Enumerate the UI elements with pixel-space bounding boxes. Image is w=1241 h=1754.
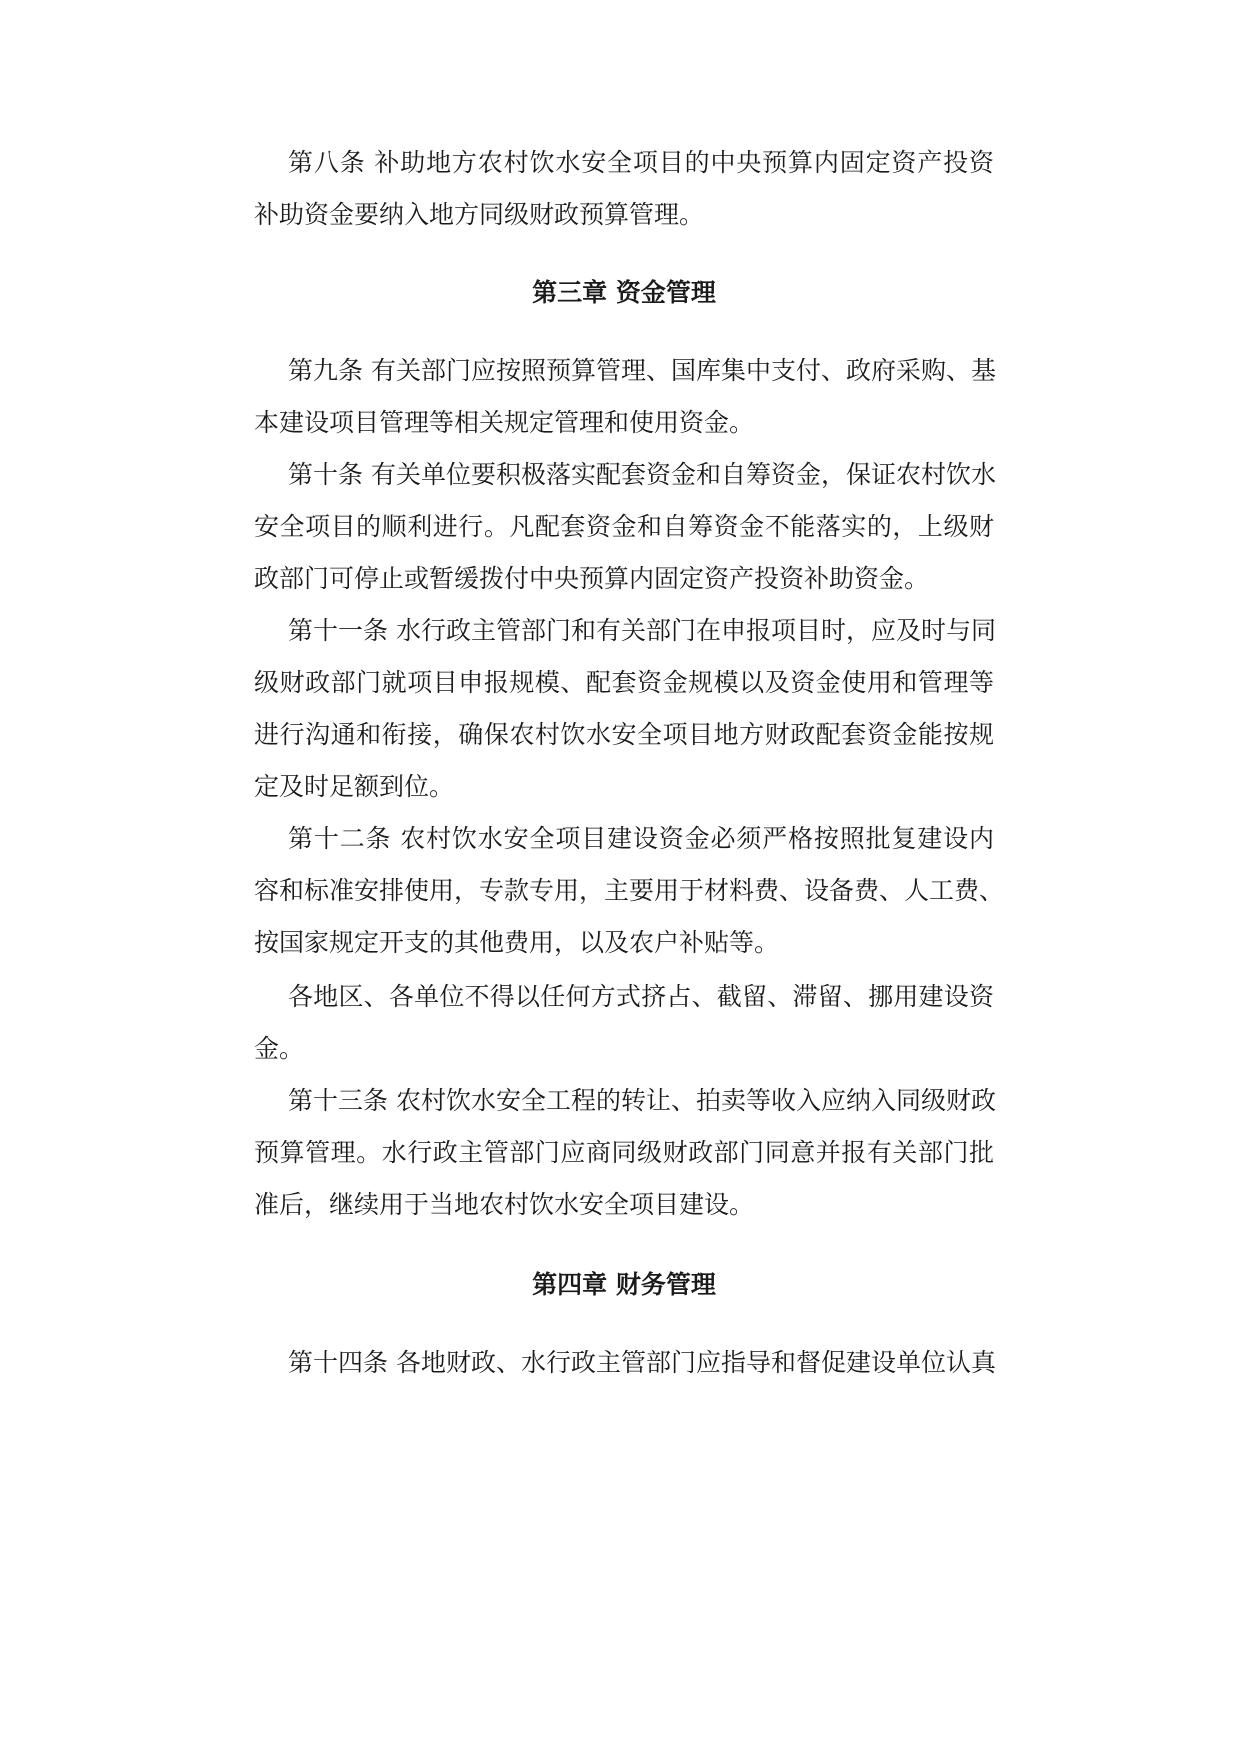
paragraph-line: 安全项目的顺利进行。凡配套资金和自筹资金不能落实的，上级财 — [254, 512, 994, 541]
paragraph-line: 定及时足额到位。 — [254, 772, 455, 801]
paragraph-line: 第十条 有关单位要积极落实配套资金和自筹资金，保证农村饮水 — [288, 460, 996, 489]
paragraph-line: 第十四条 各地财政、水行政主管部门应指导和督促建设单位认真 — [288, 1348, 996, 1377]
paragraph-line: 第十一条 水行政主管部门和有关部门在申报项目时，应及时与同 — [288, 616, 996, 645]
paragraph-line: 第十三条 农村饮水安全工程的转让、拍卖等收入应纳入同级财政 — [288, 1086, 996, 1115]
paragraph-line: 按国家规定开支的其他费用，以及农户补贴等。 — [254, 928, 780, 957]
paragraph-line: 进行沟通和衔接，确保农村饮水安全项目地方财政配套资金能按规 — [254, 720, 994, 749]
paragraph-line: 金。 — [254, 1034, 305, 1063]
paragraph-line: 第九条 有关部门应按照预算管理、国库集中支付、政府采购、基 — [288, 356, 996, 385]
paragraph-line: 第八条 补助地方农村饮水安全项目的中央预算内固定资产投资 — [288, 148, 994, 177]
paragraph-line: 各地区、各单位不得以任何方式挤占、截留、滞留、挪用建设资 — [288, 982, 994, 1011]
paragraph-line: 本建设项目管理等相关规定管理和使用资金。 — [254, 408, 755, 437]
paragraph-line: 补助资金要纳入地方同级财政预算管理。 — [254, 200, 705, 229]
chapter-heading: 第四章 财务管理 — [532, 1270, 716, 1299]
paragraph-line: 预算管理。水行政主管部门应商同级财政部门同意并报有关部门批 — [254, 1138, 994, 1167]
paragraph-line: 第十二条 农村饮水安全项目建设资金必须严格按照批复建设内 — [288, 824, 994, 853]
paragraph-line: 级财政部门就项目申报规模、配套资金规模以及资金使用和管理等 — [254, 668, 994, 697]
paragraph-line: 政部门可停止或暂缓拨付中央预算内固定资产投资补助资金。 — [254, 564, 930, 593]
paragraph-line: 准后，继续用于当地农村饮水安全项目建设。 — [254, 1190, 755, 1219]
paragraph-line: 容和标准安排使用，专款专用，主要用于材料费、设备费、人工费、 — [254, 876, 1005, 905]
chapter-heading: 第三章 资金管理 — [532, 278, 716, 307]
